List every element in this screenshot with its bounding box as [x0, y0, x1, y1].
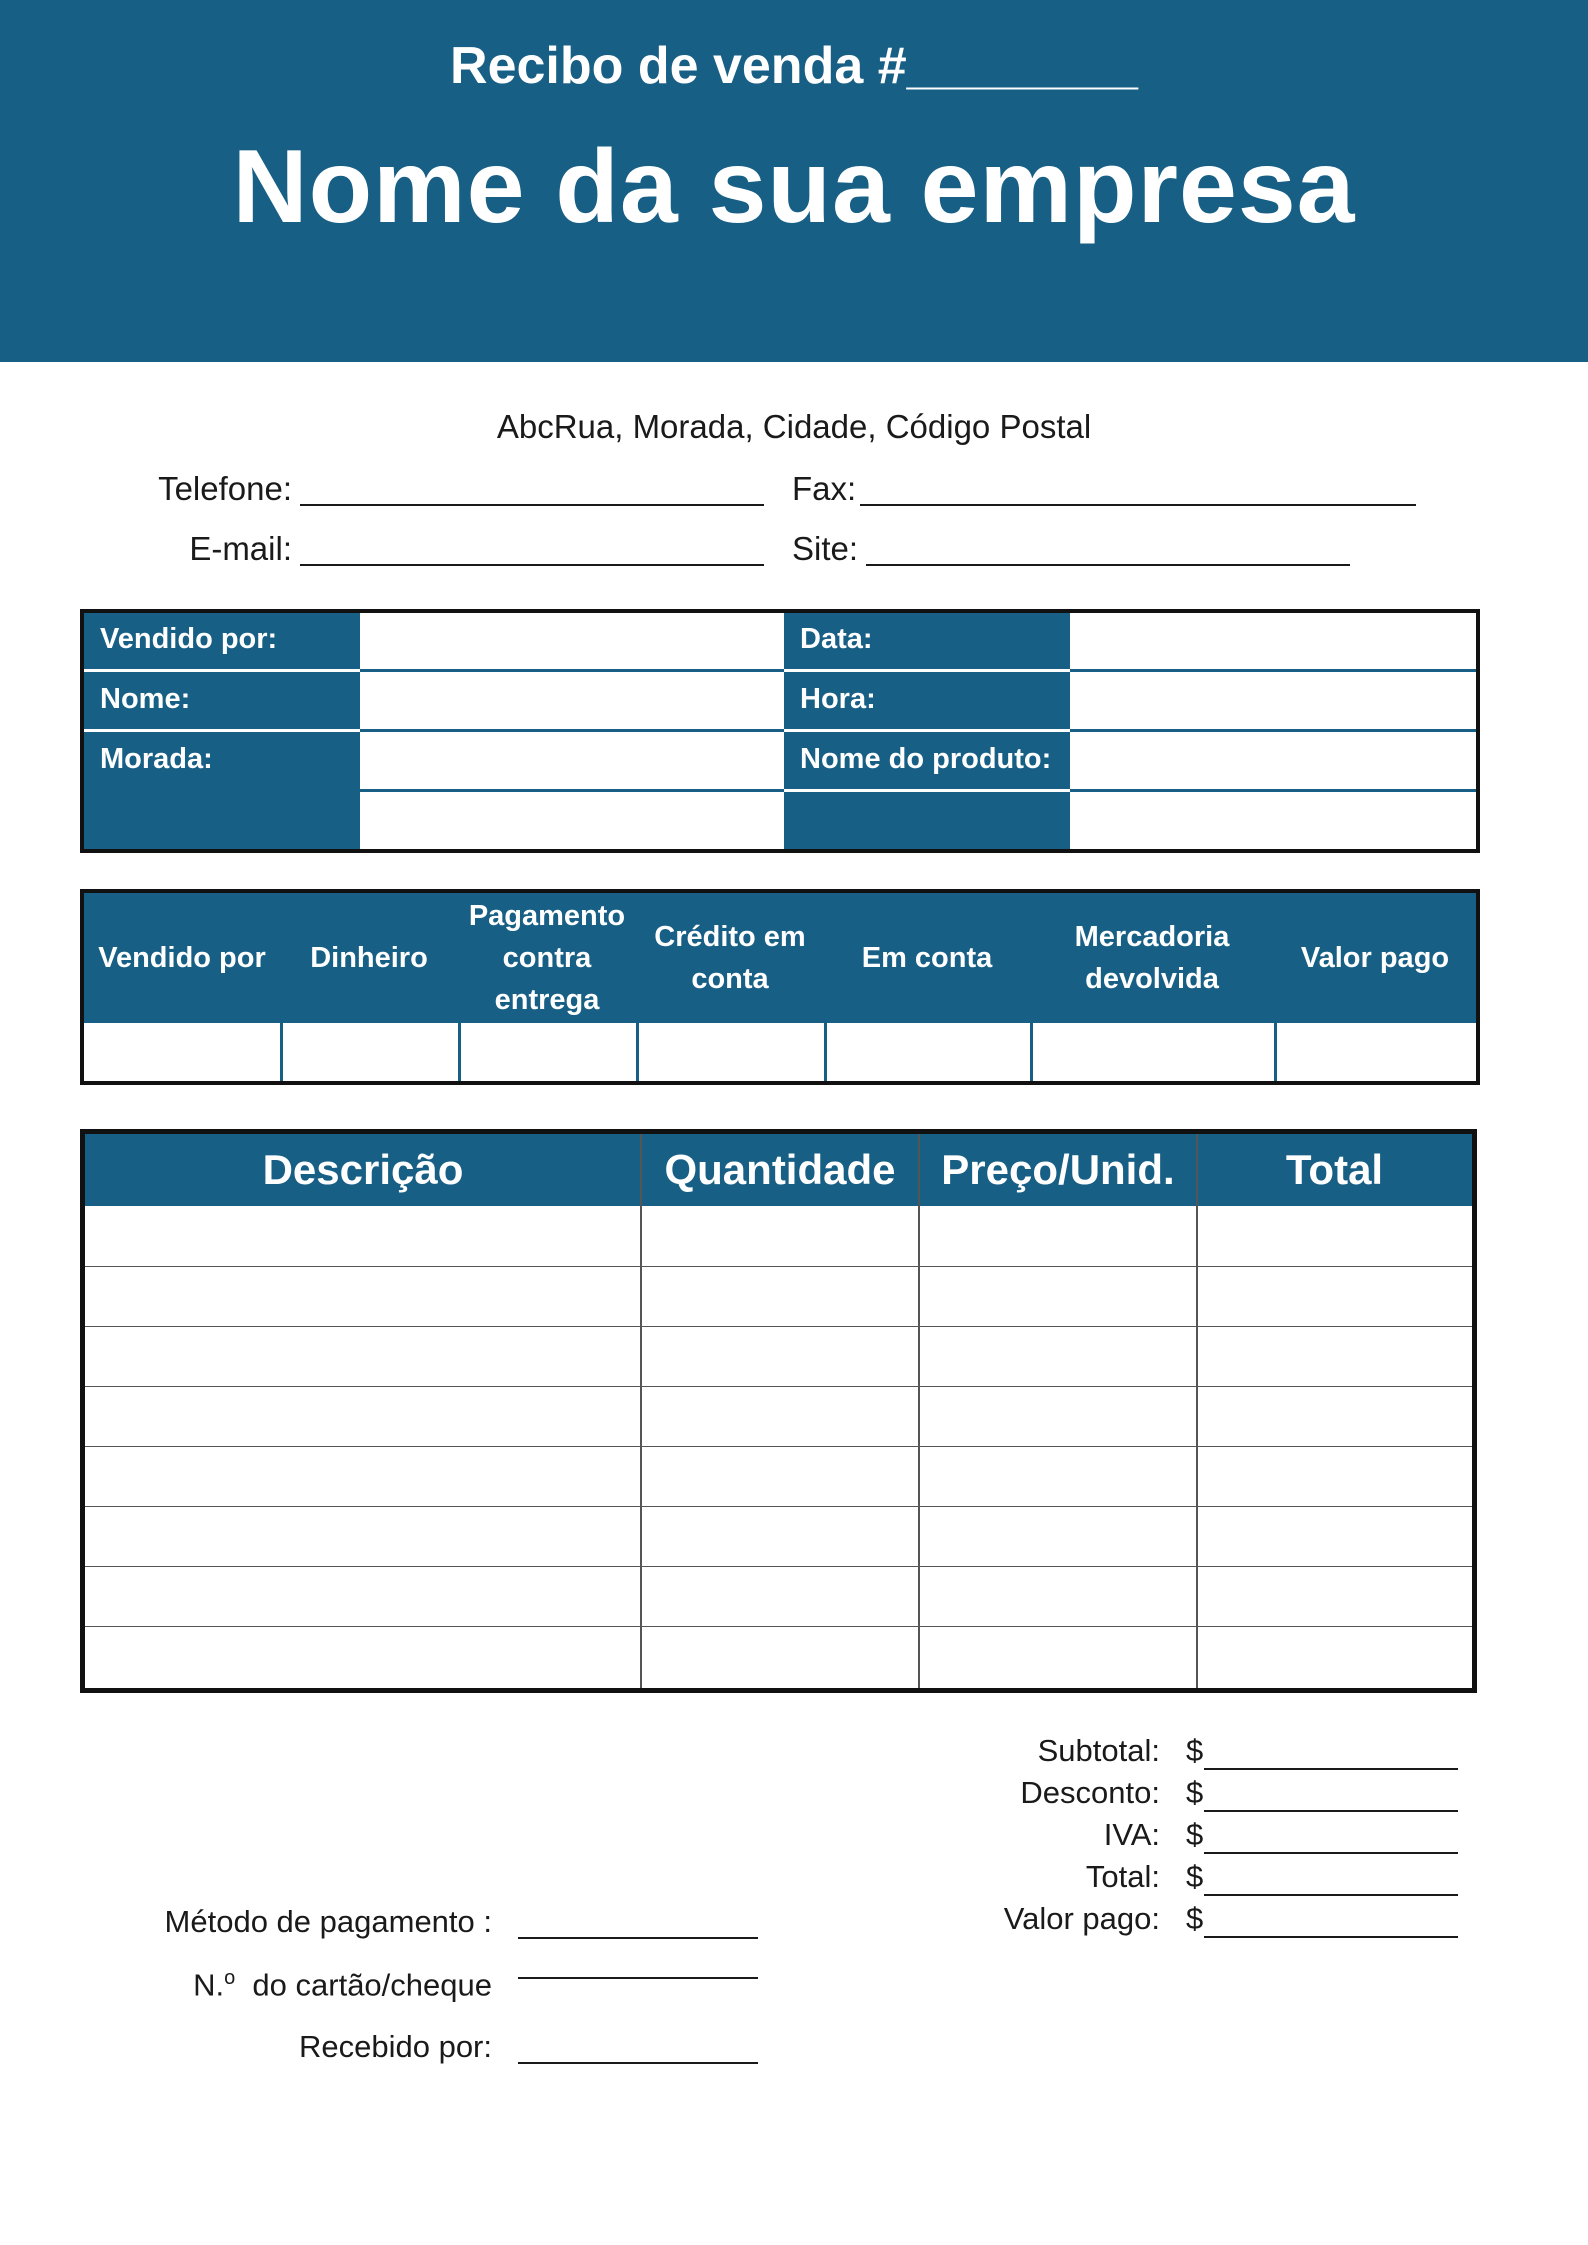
address-label: Morada:: [100, 743, 213, 775]
email-label: E-mail:: [189, 530, 292, 567]
received-by-field[interactable]: [518, 2062, 758, 2064]
pay-col-header: Dinheiro: [280, 893, 458, 1023]
label-sep: [784, 729, 1070, 732]
pay-col-header: Vendido por: [84, 893, 280, 1023]
pay-col-header: Valor pago: [1274, 893, 1476, 1023]
total-label: Total:: [1085, 1859, 1160, 1894]
field-line: [360, 729, 784, 732]
vat-field[interactable]: [1204, 1852, 1458, 1854]
card-prefix: N.: [193, 1967, 225, 2003]
discount-label: Desconto:: [1020, 1775, 1160, 1810]
card-number-label: [193, 1967, 492, 2003]
pay-col-header: Pagamento contra entrega: [458, 893, 636, 1023]
site-field[interactable]: [866, 564, 1350, 566]
fax-label: Fax:: [792, 470, 857, 507]
payment-method-label: Método de pagamento :: [164, 1904, 492, 1939]
payment-method-field[interactable]: [518, 1937, 758, 1939]
sold-by-field[interactable]: [364, 613, 780, 669]
currency-symbol: $: [1186, 1859, 1204, 1894]
currency-symbol: $: [1186, 1901, 1204, 1936]
pay-col-header: Em conta: [824, 893, 1030, 1023]
payment-type-table: [80, 889, 1480, 1085]
email-field[interactable]: [300, 564, 764, 566]
vat-label: IVA:: [1103, 1817, 1160, 1852]
discount-field[interactable]: [1204, 1810, 1458, 1812]
items-col-header: Descrição: [85, 1134, 641, 1206]
items-col-header: Preço/Unid.: [919, 1134, 1197, 1206]
currency-symbol: $: [1186, 1733, 1204, 1768]
items-col-header: Total: [1197, 1134, 1472, 1206]
phone-label: Telefone:: [158, 470, 292, 507]
card-number-field[interactable]: [518, 1977, 758, 1979]
field-line: [1070, 669, 1476, 672]
currency-symbol: $: [1186, 1817, 1204, 1852]
header-banner: [0, 0, 1588, 362]
product-label: Nome do produto:: [800, 743, 1052, 775]
items-entry-rows[interactable]: [85, 1206, 1472, 1688]
label-sep: [784, 789, 1070, 792]
phone-field[interactable]: [300, 504, 764, 506]
label-sep: [84, 729, 360, 732]
received-by-label: Recebido por:: [298, 2029, 492, 2064]
items-table: [80, 1129, 1477, 1693]
paid-label: Valor pago:: [1003, 1901, 1160, 1936]
field-line: [1070, 789, 1476, 792]
sold-by-label: Vendido por:: [100, 623, 278, 655]
date-field[interactable]: [1074, 613, 1476, 669]
time-label: Hora:: [800, 683, 876, 715]
card-degree: o: [224, 1967, 236, 1989]
card-rest: do cartão/cheque: [252, 1967, 492, 2003]
company-address: AbcRua, Morada, Cidade, Código Postal: [496, 408, 1092, 445]
payment-entry-row[interactable]: [84, 1023, 1476, 1081]
info-box: [80, 609, 1480, 853]
pay-col-header: Crédito em conta: [636, 893, 824, 1023]
subtotal-label: Subtotal:: [1037, 1733, 1160, 1768]
total-field[interactable]: [1204, 1894, 1458, 1896]
date-label: Data:: [800, 623, 873, 655]
receipt-title: Recibo de venda #________: [450, 37, 1138, 95]
company-name: Nome da sua empresa: [232, 129, 1356, 245]
name-label: Nome:: [100, 683, 191, 715]
label-sep: [784, 669, 1070, 672]
time-field[interactable]: [1074, 672, 1476, 729]
field-line: [1070, 729, 1476, 732]
field-line: [360, 669, 784, 672]
paid-field[interactable]: [1204, 1936, 1458, 1938]
fax-field[interactable]: [860, 504, 1416, 506]
field-line: [360, 789, 784, 792]
site-label: Site:: [792, 530, 859, 567]
currency-symbol: $: [1186, 1775, 1204, 1810]
items-col-header: Quantidade: [641, 1134, 919, 1206]
label-sep: [84, 669, 360, 672]
subtotal-field[interactable]: [1204, 1768, 1458, 1770]
name-field[interactable]: [364, 672, 780, 729]
pay-col-header: Mercadoria devolvida: [1030, 893, 1274, 1023]
